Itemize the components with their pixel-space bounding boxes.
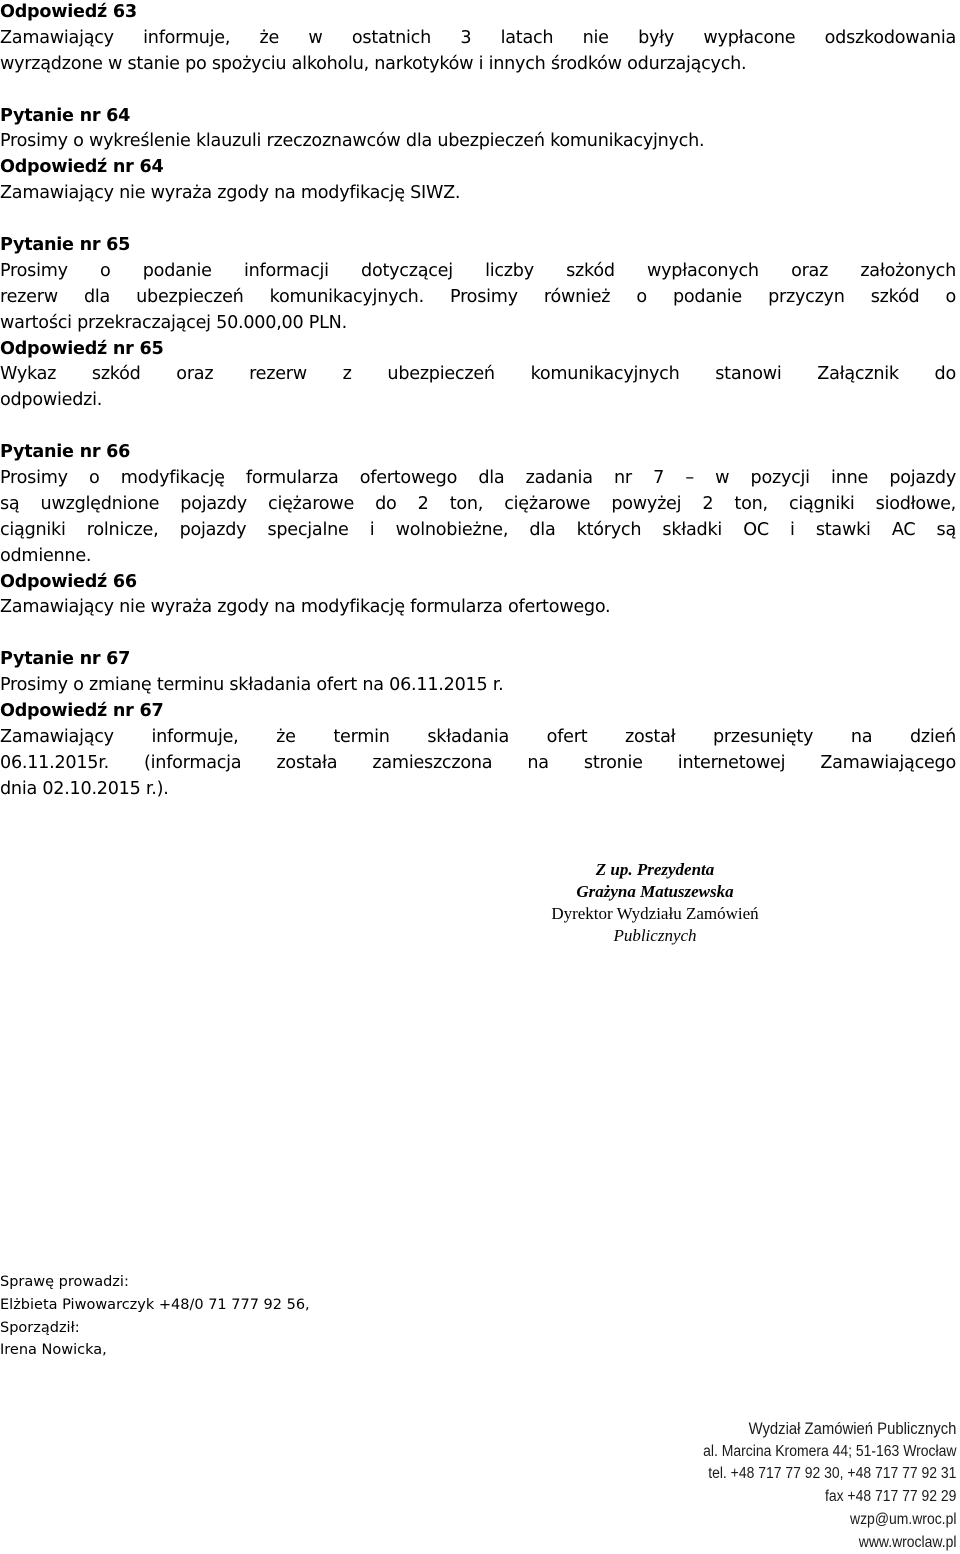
paragraph-line: 06.11.2015r. (informacja została zamieszczona na stronie internetowej Zamawiającego: [0, 752, 956, 773]
paragraph-line: odmienne.: [0, 545, 92, 566]
paragraph-line: Prosimy o zmianę terminu składania ofert na 06.11.2015 r.: [0, 675, 504, 696]
paragraph-line: Zamawiający informuje, że termin składania ofert został przesunięty na dzień: [0, 726, 956, 747]
paragraph-line: Prosimy o podanie informacji dotyczącej liczby szkód wypłaconych oraz założonych: [0, 260, 956, 281]
qa-section: [0, 104, 956, 208]
section-heading: Odpowiedź nr 64: [0, 157, 164, 178]
handled-by: Elżbieta Piwowarczyk +48/0 71 777 92 56,: [0, 1296, 310, 1313]
signature-authorization: Z up. Prezydenta: [595, 860, 715, 879]
handled-by-label: Sprawę prowadzi:: [0, 1274, 129, 1290]
signature-name: Grażyna Matuszewska: [576, 882, 734, 901]
footer-tel: tel. +48 717 77 92 30, +48 717 77 92 31: [707, 1465, 956, 1483]
section-heading: Odpowiedź nr 67: [0, 701, 164, 722]
paragraph-line: Prosimy o wykreślenie klauzuli rzeczoznawców dla ubezpieczeń komunikacyjnych.: [0, 131, 705, 152]
paragraph-line: wyrządzone w stanie po spożyciu alkoholu, narkotyków i innych środków odurzających.: [0, 53, 747, 74]
signature-block: [500, 859, 810, 947]
paragraph-line: Prosimy o modyfikację formularza ofertowego dla zadania nr 7 – w pozycji inne pojazdy: [0, 468, 956, 489]
paragraph-line: rezerw dla ubezpieczeń komunikacyjnych. Prosimy również o podanie przyczyn szkód o: [0, 286, 956, 307]
section-heading: Odpowiedź nr 65: [0, 338, 164, 359]
signature-title-continued: Publicznych: [613, 926, 697, 945]
footer-fax: fax +48 717 77 92 29: [824, 1488, 956, 1506]
section-heading: Pytanie nr 67: [0, 649, 131, 670]
paragraph-line: Zamawiający nie wyraża zgody na modyfikację SIWZ.: [0, 183, 461, 204]
signature-title: Dyrektor Wydziału Zamówień: [551, 904, 759, 923]
section-heading: Pytanie nr 65: [0, 235, 131, 256]
letterhead-footer: [703, 1418, 956, 1554]
contact-info: [0, 1271, 310, 1362]
paragraph-line: odpowiedzi.: [0, 390, 103, 411]
paragraph-line: wartości przekraczającej 50.000,00 PLN.: [0, 312, 347, 333]
paragraph-line: Zamawiający nie wyraża zgody na modyfikację formularza ofertowego.: [0, 597, 611, 618]
section-heading: Pytanie nr 64: [0, 105, 131, 126]
section-heading: Odpowiedź 63: [0, 2, 137, 22]
paragraph-line: ciągniki rolnicze, pojazdy specjalne i wolnobieżne, dla których składki OC i stawki AC są: [0, 519, 956, 540]
paragraph-line: Wykaz szkód oraz rezerw z ubezpieczeń komunikacyjnych stanowi Załącznik do: [0, 364, 956, 385]
paragraph-line: dnia 02.10.2015 r.).: [0, 778, 169, 799]
prepared-by-label: Sporządził:: [0, 1319, 80, 1336]
footer-department: Wydział Zamówień Publicznych: [748, 1420, 956, 1438]
qa-section: [0, 647, 956, 802]
paragraph-line: Zamawiający informuje, że w ostatnich 3 latach nie były wypłacone odszkodowania: [0, 27, 956, 48]
section-heading: Pytanie nr 66: [0, 442, 131, 463]
footer-website: www.wroclaw.pl: [858, 1533, 956, 1551]
prepared-by: Irena Nowicka,: [0, 1342, 107, 1359]
footer-email: wzp@um.wroc.pl: [849, 1510, 956, 1528]
qa-section: [0, 0, 956, 78]
qa-section: [0, 440, 956, 621]
paragraph-line: są uwzględnione pojazdy ciężarowe do 2 ton, ciężarowe powyżej 2 ton, ciągniki siodłowe,: [0, 493, 956, 514]
qa-section: [0, 233, 956, 414]
footer-address: al. Marcina Kromera 44; 51-163 Wrocław: [702, 1442, 956, 1460]
section-heading: Odpowiedź 66: [0, 571, 137, 592]
